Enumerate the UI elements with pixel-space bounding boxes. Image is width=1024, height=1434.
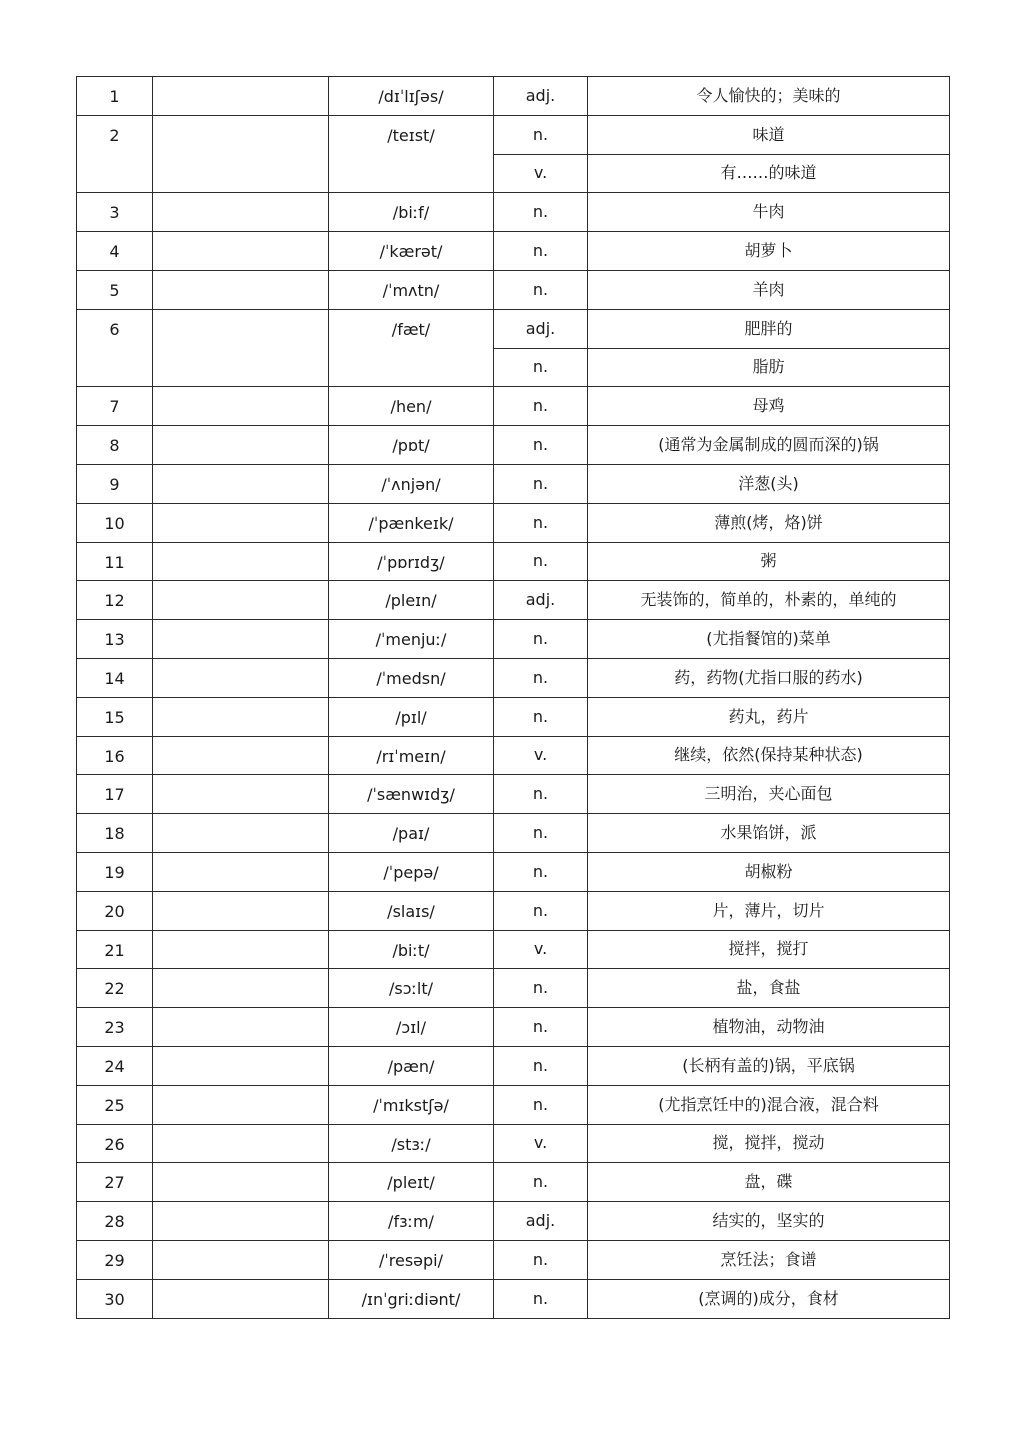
- entry-number: 9: [77, 464, 153, 503]
- chinese-meaning: 盘，碟: [588, 1163, 950, 1202]
- chinese-meaning: 薄煎(烤，烙)饼: [588, 503, 950, 542]
- part-of-speech: n.: [494, 387, 588, 426]
- table-row: [77, 775, 950, 814]
- phonetic-transcription: /pleɪn/: [329, 581, 494, 620]
- vocabulary-table-body: [77, 77, 950, 1319]
- word-blank-cell: [153, 503, 329, 542]
- chinese-meaning: 胡萝卜: [588, 232, 950, 271]
- part-of-speech: v.: [494, 736, 588, 775]
- part-of-speech: n.: [494, 969, 588, 1008]
- part-of-speech: n.: [494, 464, 588, 503]
- entry-number: 11: [77, 542, 153, 581]
- word-blank-cell: [153, 736, 329, 775]
- part-of-speech: v.: [494, 1124, 588, 1163]
- phonetic-transcription: /pæn/: [329, 1046, 494, 1085]
- part-of-speech: n.: [494, 426, 588, 465]
- table-row: [77, 658, 950, 697]
- word-blank-cell: [153, 1046, 329, 1085]
- table-row: [77, 309, 950, 348]
- chinese-meaning: (烹调的)成分，食材: [588, 1279, 950, 1318]
- part-of-speech: n.: [494, 503, 588, 542]
- chinese-meaning: 牛肉: [588, 193, 950, 232]
- phonetic-transcription: /ˈʌnjən/: [329, 464, 494, 503]
- part-of-speech: n.: [494, 852, 588, 891]
- chinese-meaning: 烹饪法；食谱: [588, 1240, 950, 1279]
- chinese-meaning: 水果馅饼，派: [588, 814, 950, 853]
- table-row: [77, 542, 950, 581]
- entry-number: 29: [77, 1240, 153, 1279]
- table-row: [77, 930, 950, 969]
- table-row: [77, 426, 950, 465]
- phonetic-transcription: /pleɪt/: [329, 1163, 494, 1202]
- chinese-meaning: (通常为金属制成的圆而深的)锅: [588, 426, 950, 465]
- word-blank-cell: [153, 232, 329, 271]
- word-blank-cell: [153, 1008, 329, 1047]
- word-blank-cell: [153, 1202, 329, 1241]
- chinese-meaning: 搅，搅拌，搅动: [588, 1124, 950, 1163]
- part-of-speech: n.: [494, 232, 588, 271]
- table-row: [77, 852, 950, 891]
- word-blank-cell: [153, 1124, 329, 1163]
- entry-number: 23: [77, 1008, 153, 1047]
- word-blank-cell: [153, 77, 329, 116]
- chinese-meaning: 三明治，夹心面包: [588, 775, 950, 814]
- table-row: [77, 1240, 950, 1279]
- word-blank-cell: [153, 930, 329, 969]
- entry-number: 12: [77, 581, 153, 620]
- entry-number: 25: [77, 1085, 153, 1124]
- table-row: [77, 697, 950, 736]
- entry-number: 4: [77, 232, 153, 271]
- entry-number: 14: [77, 658, 153, 697]
- part-of-speech: n.: [494, 270, 588, 309]
- table-row: [77, 969, 950, 1008]
- entry-number: 17: [77, 775, 153, 814]
- part-of-speech: n.: [494, 891, 588, 930]
- entry-number: 5: [77, 270, 153, 309]
- entry-number: 3: [77, 193, 153, 232]
- phonetic-transcription: /ˈpɒrɪdʒ/: [329, 542, 494, 581]
- word-blank-cell: [153, 891, 329, 930]
- word-blank-cell: [153, 852, 329, 891]
- chinese-meaning: 粥: [588, 542, 950, 581]
- phonetic-transcription: /ˈmenjuː/: [329, 620, 494, 659]
- word-blank-cell: [153, 426, 329, 465]
- vocabulary-table: [76, 76, 950, 1319]
- part-of-speech: n.: [494, 1008, 588, 1047]
- chinese-meaning: 药，药物(尤指口服的药水): [588, 658, 950, 697]
- word-blank-cell: [153, 775, 329, 814]
- phonetic-transcription: /ˈkærət/: [329, 232, 494, 271]
- table-row: [77, 1046, 950, 1085]
- table-row: [77, 891, 950, 930]
- entry-number: 26: [77, 1124, 153, 1163]
- chinese-meaning: (尤指餐馆的)菜单: [588, 620, 950, 659]
- chinese-meaning: 胡椒粉: [588, 852, 950, 891]
- phonetic-transcription: /stɜː/: [329, 1124, 494, 1163]
- entry-number: 13: [77, 620, 153, 659]
- word-blank-cell: [153, 620, 329, 659]
- entry-number: 30: [77, 1279, 153, 1318]
- word-blank-cell: [153, 193, 329, 232]
- table-row: [77, 736, 950, 775]
- entry-number: 22: [77, 969, 153, 1008]
- word-blank-cell: [153, 270, 329, 309]
- entry-number: 8: [77, 426, 153, 465]
- phonetic-transcription: /ˈpepə/: [329, 852, 494, 891]
- word-blank-cell: [153, 1279, 329, 1318]
- part-of-speech: v.: [494, 154, 588, 193]
- part-of-speech: n.: [494, 193, 588, 232]
- chinese-meaning: 无装饰的，简单的，朴素的，单纯的: [588, 581, 950, 620]
- part-of-speech: n.: [494, 658, 588, 697]
- part-of-speech: adj.: [494, 77, 588, 116]
- part-of-speech: n.: [494, 1085, 588, 1124]
- part-of-speech: n.: [494, 1046, 588, 1085]
- chinese-meaning: 脂肪: [588, 348, 950, 387]
- part-of-speech: n.: [494, 814, 588, 853]
- word-blank-cell: [153, 387, 329, 426]
- table-row: [77, 1008, 950, 1047]
- table-row: [77, 503, 950, 542]
- word-blank-cell: [153, 1240, 329, 1279]
- entry-number: 1: [77, 77, 153, 116]
- chinese-meaning: 肥胖的: [588, 309, 950, 348]
- table-row: [77, 387, 950, 426]
- entry-number: 28: [77, 1202, 153, 1241]
- table-row: [77, 232, 950, 271]
- word-blank-cell: [153, 464, 329, 503]
- word-blank-cell: [153, 309, 329, 387]
- part-of-speech: v.: [494, 930, 588, 969]
- entry-number: 21: [77, 930, 153, 969]
- part-of-speech: adj.: [494, 309, 588, 348]
- entry-number: 7: [77, 387, 153, 426]
- phonetic-transcription: /ˈmʌtn/: [329, 270, 494, 309]
- chinese-meaning: (尤指烹饪中的)混合液，混合料: [588, 1085, 950, 1124]
- part-of-speech: n.: [494, 1279, 588, 1318]
- table-row: [77, 1124, 950, 1163]
- entry-number: 10: [77, 503, 153, 542]
- entry-number: 24: [77, 1046, 153, 1085]
- phonetic-transcription: /ˈpænkeɪk/: [329, 503, 494, 542]
- phonetic-transcription: /ˈmedsn/: [329, 658, 494, 697]
- table-row: [77, 1279, 950, 1318]
- phonetic-transcription: /ˈsænwɪdʒ/: [329, 775, 494, 814]
- table-row: [77, 1085, 950, 1124]
- word-blank-cell: [153, 542, 329, 581]
- table-row: [77, 193, 950, 232]
- chinese-meaning: 片，薄片，切片: [588, 891, 950, 930]
- table-row: [77, 77, 950, 116]
- phonetic-transcription: /biːf/: [329, 193, 494, 232]
- entry-number: 6: [77, 309, 153, 387]
- part-of-speech: n.: [494, 775, 588, 814]
- table-row: [77, 464, 950, 503]
- table-row: [77, 270, 950, 309]
- part-of-speech: adj.: [494, 581, 588, 620]
- entry-number: 16: [77, 736, 153, 775]
- table-row: [77, 1163, 950, 1202]
- phonetic-transcription: /fæt/: [329, 309, 494, 387]
- entry-number: 20: [77, 891, 153, 930]
- chinese-meaning: 结实的，坚实的: [588, 1202, 950, 1241]
- phonetic-transcription: /ˈresəpi/: [329, 1240, 494, 1279]
- part-of-speech: n.: [494, 1240, 588, 1279]
- phonetic-transcription: /ɪnˈgriːdiənt/: [329, 1279, 494, 1318]
- chinese-meaning: 有……的味道: [588, 154, 950, 193]
- phonetic-transcription: /sɔːlt/: [329, 969, 494, 1008]
- entry-number: 18: [77, 814, 153, 853]
- phonetic-transcription: /hen/: [329, 387, 494, 426]
- part-of-speech: n.: [494, 620, 588, 659]
- word-blank-cell: [153, 814, 329, 853]
- entry-number: 2: [77, 115, 153, 193]
- entry-number: 19: [77, 852, 153, 891]
- part-of-speech: n.: [494, 697, 588, 736]
- chinese-meaning: 药丸，药片: [588, 697, 950, 736]
- part-of-speech: n.: [494, 1163, 588, 1202]
- word-blank-cell: [153, 1163, 329, 1202]
- part-of-speech: adj.: [494, 1202, 588, 1241]
- chinese-meaning: 味道: [588, 115, 950, 154]
- table-row: [77, 814, 950, 853]
- phonetic-transcription: /pɪl/: [329, 697, 494, 736]
- phonetic-transcription: /ɔɪl/: [329, 1008, 494, 1047]
- table-row: [77, 1202, 950, 1241]
- part-of-speech: n.: [494, 542, 588, 581]
- chinese-meaning: 洋葱(头): [588, 464, 950, 503]
- word-blank-cell: [153, 697, 329, 736]
- phonetic-transcription: /biːt/: [329, 930, 494, 969]
- part-of-speech: n.: [494, 348, 588, 387]
- table-row: [77, 115, 950, 154]
- chinese-meaning: 继续，依然(保持某种状态): [588, 736, 950, 775]
- word-blank-cell: [153, 581, 329, 620]
- entry-number: 15: [77, 697, 153, 736]
- phonetic-transcription: /paɪ/: [329, 814, 494, 853]
- phonetic-transcription: /dɪˈlɪʃəs/: [329, 77, 494, 116]
- word-blank-cell: [153, 658, 329, 697]
- entry-number: 27: [77, 1163, 153, 1202]
- phonetic-transcription: /slaɪs/: [329, 891, 494, 930]
- chinese-meaning: 植物油，动物油: [588, 1008, 950, 1047]
- table-row: [77, 581, 950, 620]
- word-blank-cell: [153, 115, 329, 193]
- chinese-meaning: 令人愉快的；美味的: [588, 77, 950, 116]
- part-of-speech: n.: [494, 115, 588, 154]
- chinese-meaning: 羊肉: [588, 270, 950, 309]
- chinese-meaning: (长柄有盖的)锅，平底锅: [588, 1046, 950, 1085]
- chinese-meaning: 母鸡: [588, 387, 950, 426]
- phonetic-transcription: /pɒt/: [329, 426, 494, 465]
- phonetic-transcription: /teɪst/: [329, 115, 494, 193]
- word-blank-cell: [153, 969, 329, 1008]
- phonetic-transcription: /fɜːm/: [329, 1202, 494, 1241]
- chinese-meaning: 搅拌，搅打: [588, 930, 950, 969]
- phonetic-transcription: /ˈmɪkstʃə/: [329, 1085, 494, 1124]
- table-row: [77, 620, 950, 659]
- phonetic-transcription: /rɪˈmeɪn/: [329, 736, 494, 775]
- chinese-meaning: 盐，食盐: [588, 969, 950, 1008]
- word-blank-cell: [153, 1085, 329, 1124]
